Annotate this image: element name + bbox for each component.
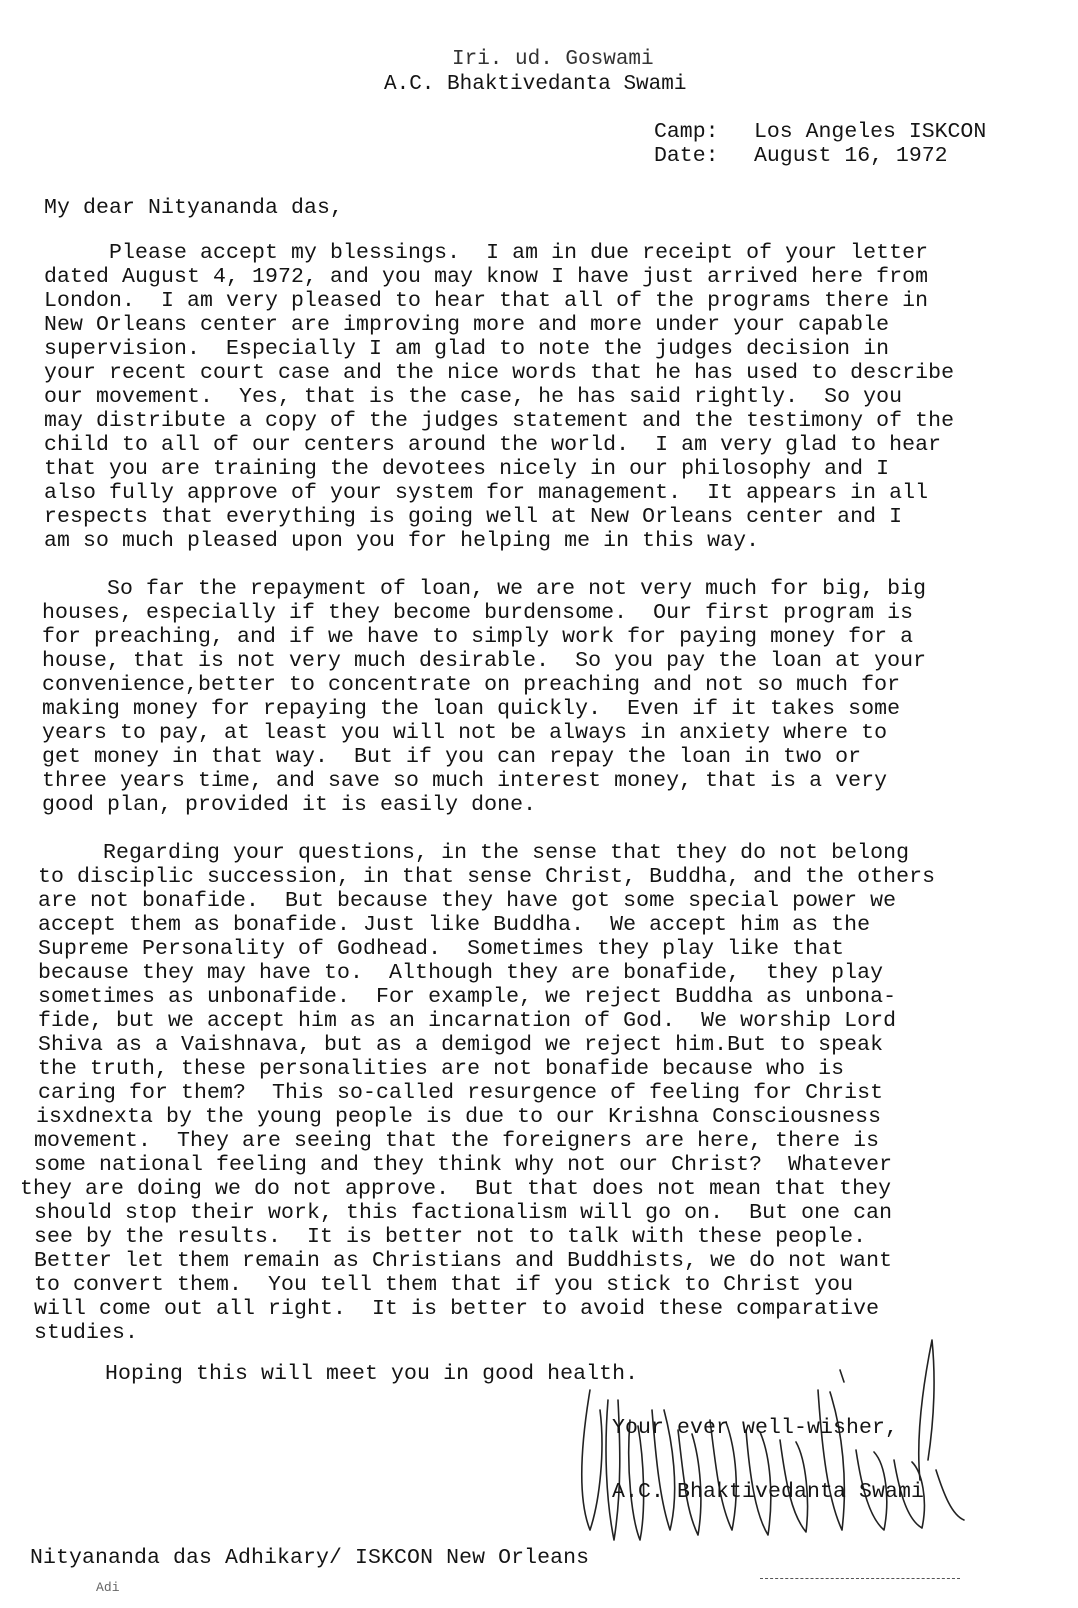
paragraph-line: because they may have to. Although they are bonafide, they play	[38, 961, 884, 985]
paragraph-line: house, that is not very much desirable. So you pay the loan at your	[42, 649, 927, 673]
closing-line: Hoping this will meet you in good health.	[40, 1362, 639, 1386]
paragraph-line: houses, especially if they become burdensome. Our first program is	[42, 601, 914, 625]
recipient-line: Nityananda das Adhikary/ ISKCON New Orleans	[30, 1546, 590, 1570]
paragraph-line: respects that everything is going well at New Orleans center and I	[44, 505, 903, 529]
paragraph-line: to disciplic succession, in that sense Christ, Buddha, and the others	[38, 865, 936, 889]
paragraph-line: dated August 4, 1972, and you may know I have just arrived here from	[44, 265, 929, 289]
handwritten-signature	[560, 1330, 980, 1570]
paragraph-line: caring for them? This so-called resurgence of feeling for Christ	[38, 1081, 884, 1105]
paragraph-line: years to pay, at least you will not be always in anxiety where to	[42, 721, 888, 745]
date-label: Date:	[654, 144, 719, 168]
paragraph-line: get money in that way. But if you can repay the loan in two or	[42, 745, 862, 769]
paragraph-line: also fully approve of your system for management. It appears in all	[44, 481, 929, 505]
letterhead-line-2: A.C. Bhaktivedanta Swami	[384, 73, 687, 96]
paragraph-line: some national feeling and they think why not our Christ? Whatever	[34, 1153, 893, 1177]
paragraph-line: see by the results. It is better not to talk with these people.	[34, 1225, 867, 1249]
paragraph-line: child to all of our centers around the world. I am very glad to hear	[44, 433, 942, 457]
camp-label: Camp:	[654, 120, 719, 144]
paragraph-line: Supreme Personality of Godhead. Sometimes they play like that	[38, 937, 845, 961]
paragraph-line: good plan, provided it is easily done.	[42, 793, 537, 817]
well-wisher-line: Your ever well-wisher,	[612, 1416, 899, 1440]
signatory-name: A.C. Bhaktivedanta Swami	[612, 1480, 925, 1504]
signature-rule	[760, 1578, 960, 1579]
paragraph-line-struck: isxdnexta by the young people is due to our Krishna Consciousness	[36, 1105, 882, 1129]
paragraph-line: that you are training the devotees nicely in our philosophy and I	[44, 457, 890, 481]
paragraph-line: New Orleans center are improving more and more under your capable	[44, 313, 890, 337]
paragraph-line: three years time, and save so much interest money, that is a very	[42, 769, 888, 793]
paragraph-line: Shiva as a Vaishnava, but as a demigod we reject him.But to speak	[38, 1033, 884, 1057]
paragraph-line: Please accept my blessings. I am in due receipt of your letter	[44, 241, 929, 265]
salutation: My dear Nityananda das,	[44, 196, 344, 220]
date-value: August 16, 1972	[754, 144, 948, 168]
paragraph-line: London. I am very pleased to hear that all of the programs there in	[44, 289, 929, 313]
paragraph-line: to convert them. You tell them that if you stick to Christ you	[34, 1273, 854, 1297]
paragraph-line: fide, but we accept him as an incarnation of God. We worship Lord	[38, 1009, 897, 1033]
paragraph-line: convenience,better to concentrate on preaching and not so much for	[42, 673, 901, 697]
paragraph-line: So far the repayment of loan, we are not very much for big, big	[42, 577, 927, 601]
initials: Adi	[96, 1580, 120, 1595]
paragraph-line: for preaching, and if we have to simply work for paying money for a	[42, 625, 914, 649]
paragraph-line: the truth, these personalities are not bonafide because who is	[38, 1057, 845, 1081]
paragraph-line: Regarding your questions, in the sense that they do not belong	[38, 841, 910, 865]
paragraph-line: they are doing we do not approve. But that does not mean that they	[20, 1177, 892, 1201]
letterhead-line-1: Iri. ud. Goswami	[452, 48, 654, 71]
paragraph-line: may distribute a copy of the judges statement and the testimony of the	[44, 409, 955, 433]
paragraph-line: your recent court case and the nice words that he has used to describe	[44, 361, 955, 385]
camp-value: Los Angeles ISKCON	[754, 120, 987, 144]
paragraph-line: will come out all right. It is better to avoid these comparative	[34, 1297, 880, 1321]
paragraph-line: supervision. Especially I am glad to note the judges decision in	[44, 337, 890, 361]
paragraph-line: Better let them remain as Christians and Buddhists, we do not want	[34, 1249, 893, 1273]
paragraph-line: are not bonafide. But because they have got some special power we	[38, 889, 897, 913]
paragraph-line: sometimes as unbonafide. For example, we reject Buddha as unbona-	[38, 985, 897, 1009]
paragraph-line: studies.	[34, 1321, 139, 1345]
paragraph-line: our movement. Yes, that is the case, he has said rightly. So you	[44, 385, 903, 409]
paragraph-line: making money for repaying the loan quickly. Even if it takes some	[42, 697, 901, 721]
paragraph-line: should stop their work, this factionalism will go on. But one can	[34, 1201, 893, 1225]
paragraph-line: accept them as bonafide. Just like Buddha. We accept him as the	[38, 913, 871, 937]
paragraph-line: movement. They are seeing that the foreigners are here, there is	[34, 1129, 880, 1153]
paragraph-line: am so much pleased upon you for helping me in this way.	[44, 529, 760, 553]
